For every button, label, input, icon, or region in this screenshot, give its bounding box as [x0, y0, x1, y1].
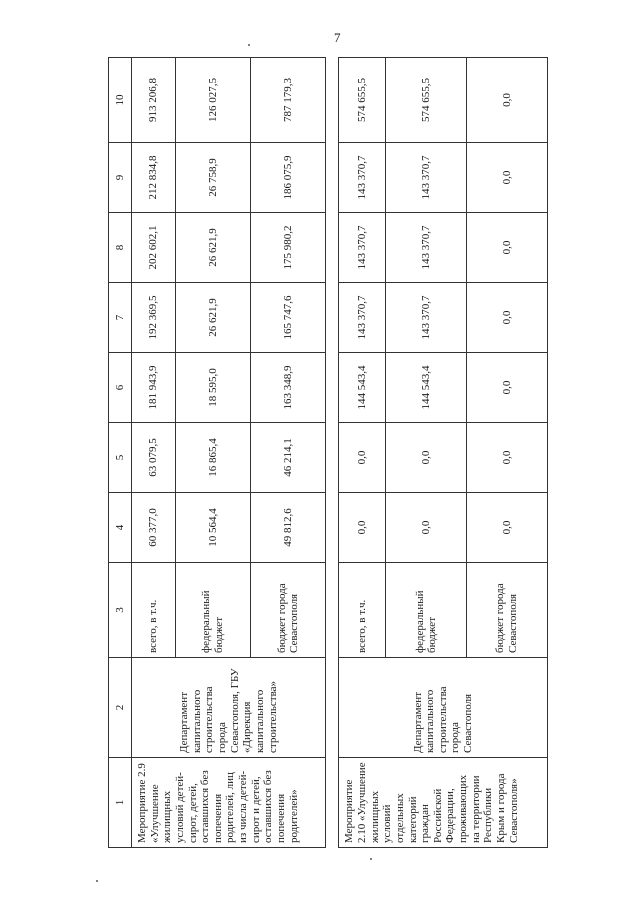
value-cell: 49 812,6 — [251, 493, 326, 563]
budget-table-rotated — [108, 58, 548, 848]
value-cell: 175 980,2 — [251, 213, 326, 283]
value-cell: 212 834,8 — [132, 143, 176, 213]
measure-executor: Департамент капитального строительства города Севастополя — [339, 658, 548, 758]
col-header: 9 — [109, 143, 132, 213]
funding-source: всего, в т.ч. — [132, 563, 176, 658]
value-cell: 144 543,4 — [386, 353, 467, 423]
value-cell: 10 564,4 — [175, 493, 250, 563]
value-cell: 574 655,5 — [339, 58, 386, 143]
value-cell: 0,0 — [467, 213, 548, 283]
value-cell: 0,0 — [339, 493, 386, 563]
page-number: 7 — [334, 30, 341, 45]
value-cell: 186 075,9 — [251, 143, 326, 213]
col-header: 4 — [109, 493, 132, 563]
value-cell: 60 377,0 — [132, 493, 176, 563]
value-cell: 0,0 — [467, 58, 548, 143]
value-cell: 143 370,7 — [339, 143, 386, 213]
value-cell: 181 943,9 — [132, 353, 176, 423]
funding-source: всего, в т.ч. — [339, 563, 386, 658]
col-header: 2 — [109, 658, 132, 758]
value-cell: 46 214,1 — [251, 423, 326, 493]
funding-source: федеральный бюджет — [386, 563, 467, 658]
measure-executor: Департамент капитального строительства города Севастополя, ГБУ «Дирекция капитального строительства» — [132, 658, 326, 758]
value-cell: 574 655,5 — [386, 58, 467, 143]
value-cell: 126 027,5 — [175, 58, 250, 143]
value-cell: 63 079,5 — [132, 423, 176, 493]
value-cell: 0,0 — [467, 493, 548, 563]
value-cell: 26 621,9 — [175, 213, 250, 283]
value-cell: 18 595,0 — [175, 353, 250, 423]
funding-source: федеральный бюджет — [175, 563, 250, 658]
value-cell: 0,0 — [386, 493, 467, 563]
value-cell: 143 370,7 — [386, 213, 467, 283]
col-header: 10 — [109, 58, 132, 143]
value-cell: 16 865,4 — [175, 423, 250, 493]
value-cell: 144 543,4 — [339, 353, 386, 423]
scan-speck — [96, 880, 98, 882]
col-header: 1 — [109, 758, 132, 848]
value-cell: 143 370,7 — [386, 283, 467, 353]
header-row — [109, 58, 132, 848]
value-cell: 787 179,3 — [251, 58, 326, 143]
col-header: 3 — [109, 563, 132, 658]
value-cell: 0,0 — [467, 143, 548, 213]
table-row — [132, 58, 176, 848]
col-header: 5 — [109, 423, 132, 493]
col-header: 7 — [109, 283, 132, 353]
section-gap — [326, 58, 339, 848]
value-cell: 165 747,6 — [251, 283, 326, 353]
table-row — [339, 58, 386, 848]
value-cell: 26 758,9 — [175, 143, 250, 213]
value-cell: 0,0 — [467, 283, 548, 353]
funding-source: бюджет города Севастополя — [467, 563, 548, 658]
col-header: 8 — [109, 213, 132, 283]
measure-name: Мероприятие 2.10 «Улучшение жилищных условий отдельных категорий граждан Российской Федерации, проживающих на территории Республики Крым и города Севастополя» — [339, 758, 548, 848]
value-cell: 26 621,9 — [175, 283, 250, 353]
measure-name: Мероприятие 2.9 «Улучшение жилищных условий детей-сирот, детей, оставшихся без попечения родителей, лиц из числа детей-сирот и детей, оставшихся без попечения родителей» — [132, 758, 326, 848]
value-cell: 913 206,8 — [132, 58, 176, 143]
value-cell: 0,0 — [467, 423, 548, 493]
budget-table — [108, 57, 548, 848]
value-cell: 163 348,9 — [251, 353, 326, 423]
scan-speck — [248, 44, 250, 46]
value-cell: 0,0 — [386, 423, 467, 493]
value-cell: 0,0 — [339, 423, 386, 493]
col-header: 6 — [109, 353, 132, 423]
funding-source: бюджет города Севастополя — [251, 563, 326, 658]
value-cell: 202 602,1 — [132, 213, 176, 283]
scan-speck — [370, 858, 372, 860]
value-cell: 0,0 — [467, 353, 548, 423]
value-cell: 143 370,7 — [386, 143, 467, 213]
value-cell: 143 370,7 — [339, 283, 386, 353]
value-cell: 143 370,7 — [339, 213, 386, 283]
value-cell: 192 369,5 — [132, 283, 176, 353]
